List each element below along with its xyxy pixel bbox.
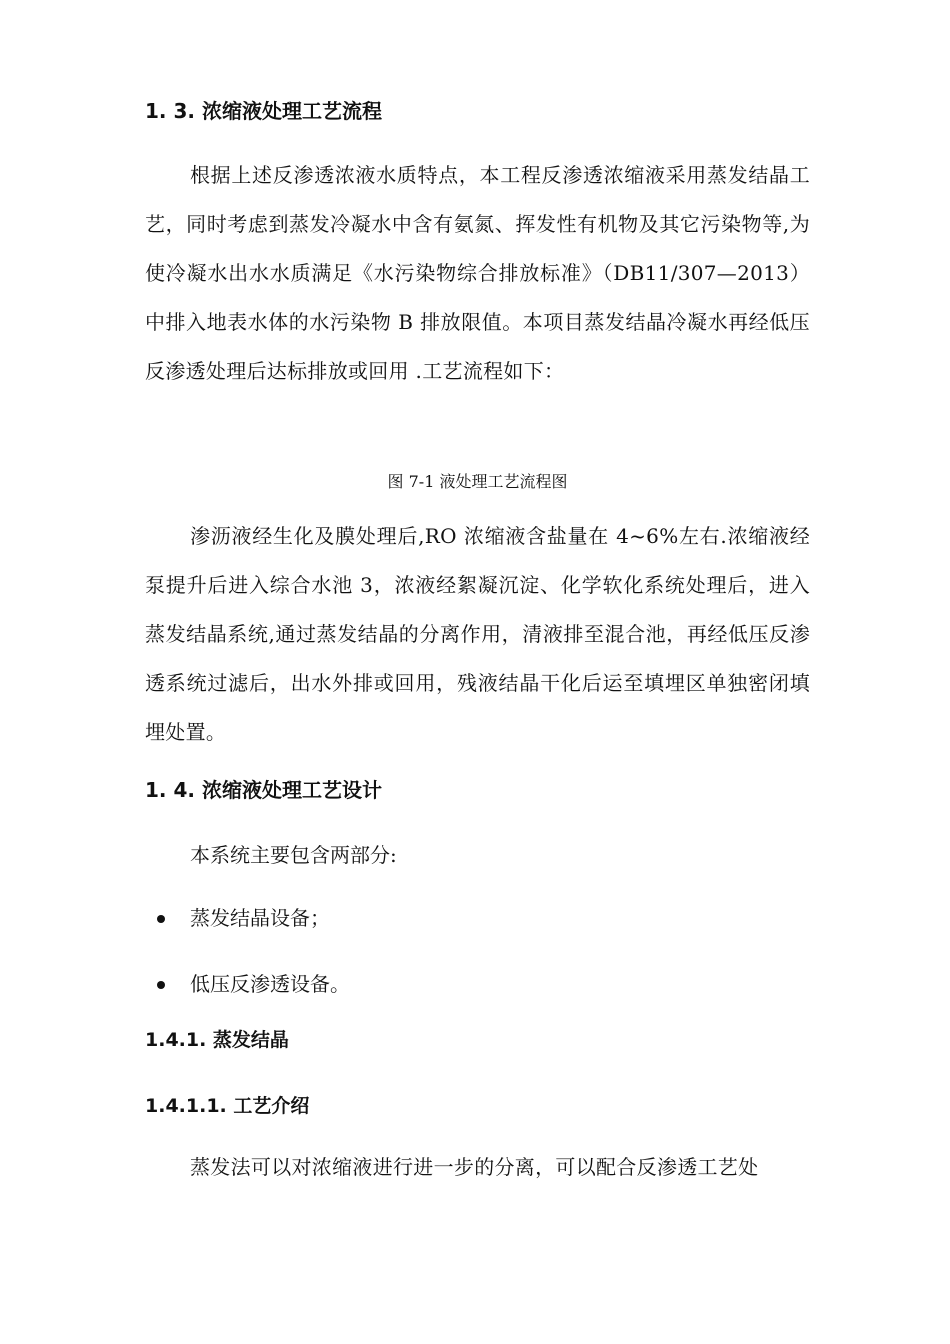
figure-caption: 图 7-1 液处理工艺流程图 (387, 472, 568, 491)
document-page (145, 0, 810, 1344)
section-heading-1-4: 1. 4. 浓缩液处理工艺设计 (145, 778, 382, 802)
section-1-4-1-1-paragraph: 蒸发法可以对浓缩液进行进一步的分离，可以配合反渗透工艺处 (190, 1155, 759, 1179)
section-heading-1-4-1: 1.4.1. 蒸发结晶 (145, 1029, 289, 1051)
section-1-3-paragraph: 根据上述反渗透浓液水质特点，本工程反渗透浓缩液采用蒸发结晶工艺，同时考虑到蒸发冷凝水中含有氨氮、挥发性有机物及其它污染物等,为使冷凝水出水水质满足《水污染物综合排放标准》（DB11/307—2013）中排入地表水体的水污染物 B 排放限值。本项目蒸发结晶冷凝水再经低压反渗透处理后达标排放或回用 .工艺流程如下： (145, 163, 810, 383)
list-item-label: 低压反渗透设备。 (190, 972, 350, 996)
bullet-icon (157, 981, 165, 989)
section-1-4-intro: 本系统主要包含两部分: (190, 843, 397, 867)
list-item-label: 蒸发结晶设备； (190, 906, 330, 930)
section-heading-1-3: 1. 3. 浓缩液处理工艺流程 (145, 99, 382, 123)
section-1-3-paragraph-2: 渗沥液经生化及膜处理后,RO 浓缩液含盐量在 4~6%左右.浓缩液经泵提升后进入综合水池 3，浓液经絮凝沉淀、化学软化系统处理后，进入蒸发结晶系统,通过蒸发结晶的分离作用，清液排至混合池，再经低压反渗透系统过滤后，出水外排或回用，残液结晶干化后运至填埋区单独密闭填埋处置。 (145, 524, 810, 744)
list-item (145, 904, 810, 932)
section-heading-1-4-1-1: 1.4.1.1. 工艺介绍 (145, 1095, 310, 1117)
list-item (145, 970, 810, 998)
bullet-icon (157, 915, 165, 923)
